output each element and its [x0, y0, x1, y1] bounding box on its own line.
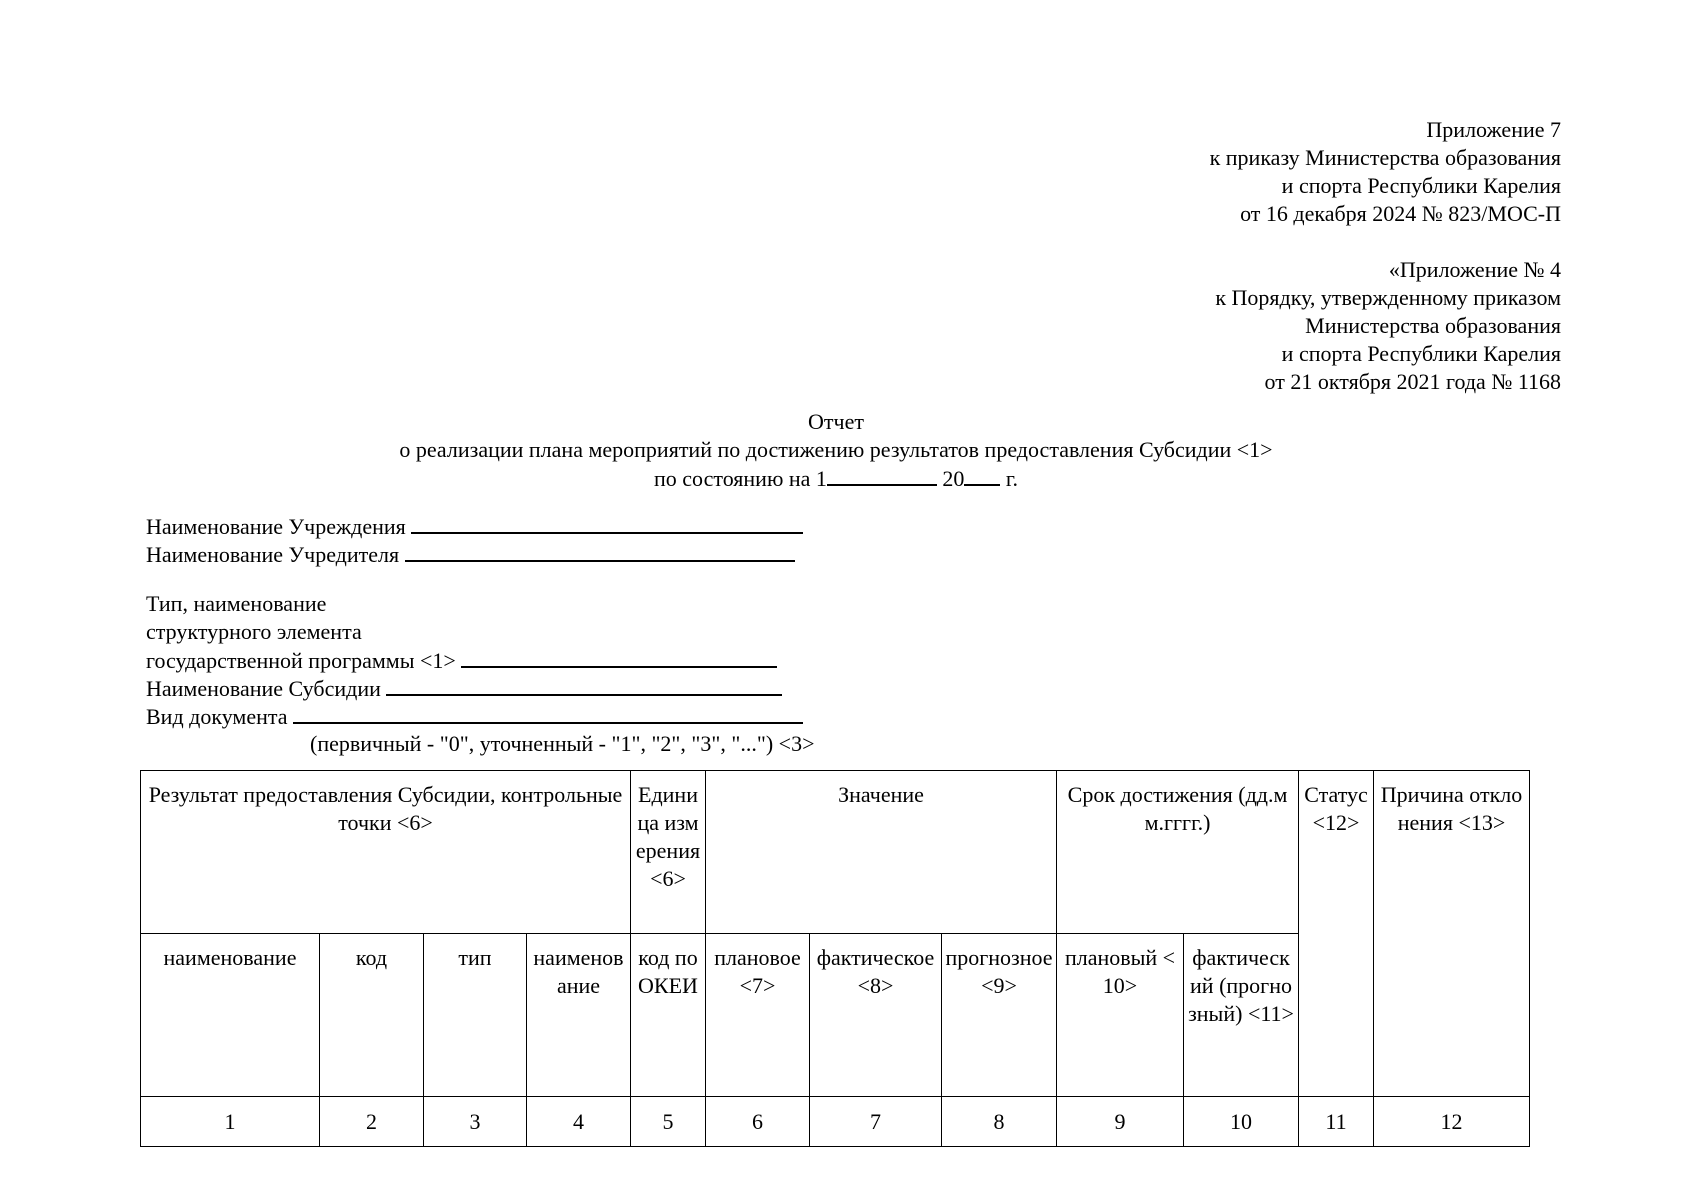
- column-number: 2: [320, 1097, 424, 1147]
- report-title-line-1: Отчет: [808, 409, 864, 434]
- report-date-blank[interactable]: [827, 464, 937, 486]
- appendix-7-line-2: к приказу Министерства образования: [1209, 145, 1561, 170]
- report-date-suffix: г.: [1005, 466, 1018, 491]
- appendix-7-line-4: от 16 декабря 2024 № 823/МОС-П: [1240, 201, 1561, 226]
- subheader-type: тип: [424, 934, 527, 1097]
- report-title: [0, 408, 1672, 493]
- column-number: 9: [1057, 1097, 1184, 1147]
- founder-field: [146, 540, 795, 569]
- header-result: Результат предоставления Субсидии, контрольные точки <6>: [141, 771, 631, 934]
- subsidy-field: [146, 674, 782, 703]
- doc-type-hint: (первичный - "0", уточненный - "1", "2", "3", "...") <3>: [310, 731, 815, 756]
- report-year-blank[interactable]: [964, 464, 1000, 486]
- subsidy-blank[interactable]: [386, 674, 782, 696]
- header-deadline: Срок достижения (дд.мм.гггг.): [1057, 771, 1299, 934]
- institution-blank[interactable]: [411, 512, 803, 534]
- column-number: 1: [141, 1097, 320, 1147]
- table-header-row: [141, 771, 1530, 934]
- column-number: 6: [706, 1097, 810, 1147]
- column-number: 7: [810, 1097, 942, 1147]
- column-number: 3: [424, 1097, 527, 1147]
- subheader-code: код: [320, 934, 424, 1097]
- subheader-okei: код по ОКЕИ: [631, 934, 706, 1097]
- column-number: 5: [631, 1097, 706, 1147]
- program-type-label-3: государственной программы <1>: [146, 648, 456, 673]
- appendix-4-line-4: и спорта Республики Карелия: [1281, 341, 1561, 366]
- program-type-label-2: структурного элемента: [146, 619, 362, 644]
- appendix-4-line-5: от 21 октября 2021 года № 1168: [1264, 369, 1561, 394]
- doc-type-field: [146, 702, 803, 731]
- appendix-7-header: [1210, 116, 1561, 228]
- table-number-row: [141, 1097, 1530, 1147]
- appendix-4-header: [1215, 256, 1561, 396]
- column-number: 4: [527, 1097, 631, 1147]
- header-unit: Единица измерения <6>: [631, 771, 706, 934]
- doc-type-label: Вид документа: [146, 704, 288, 729]
- appendix-4-line-3: Министерства образования: [1305, 313, 1561, 338]
- subheader-fact-date: фактический (прогнозный) <11>: [1184, 934, 1299, 1097]
- subheader-planned: плановое <7>: [706, 934, 810, 1097]
- subheader-forecast: прогнозное <9>: [942, 934, 1057, 1097]
- header-value: Значение: [706, 771, 1057, 934]
- report-date-line: [0, 464, 1672, 493]
- subheader-actual: фактическое <8>: [810, 934, 942, 1097]
- appendix-7-line-3: и спорта Республики Карелия: [1281, 173, 1561, 198]
- report-title-line-2: о реализации плана мероприятий по достижению результатов предоставления Субсидии <1>: [399, 437, 1273, 462]
- column-number: 12: [1374, 1097, 1530, 1147]
- column-number: 8: [942, 1097, 1057, 1147]
- column-number: 10: [1184, 1097, 1299, 1147]
- institution-field: [146, 512, 803, 541]
- header-reason: Причина отклонения <13>: [1374, 771, 1530, 1097]
- founder-blank[interactable]: [405, 540, 795, 562]
- appendix-4-line-1: «Приложение № 4: [1388, 257, 1561, 282]
- program-type-field: [146, 646, 777, 675]
- subheader-naming: наименование: [527, 934, 631, 1097]
- doc-type-blank[interactable]: [293, 702, 803, 724]
- founder-label: Наименование Учредителя: [146, 542, 400, 567]
- appendix-7-line-1: Приложение 7: [1426, 117, 1561, 142]
- institution-label: Наименование Учреждения: [146, 514, 406, 539]
- column-number: 11: [1299, 1097, 1374, 1147]
- subheader-name: наименование: [141, 934, 320, 1097]
- report-date-prefix: по состоянию на 1: [654, 466, 827, 491]
- subsidy-label: Наименование Субсидии: [146, 676, 381, 701]
- program-type-label-1: Тип, наименование: [146, 591, 327, 616]
- appendix-4-line-2: к Порядку, утвержденному приказом: [1215, 285, 1561, 310]
- report-date-year: 20: [942, 466, 965, 491]
- header-status: Статус <12>: [1299, 771, 1374, 1097]
- report-table: [140, 770, 1530, 1147]
- subheader-plan-date: плановый <10>: [1057, 934, 1184, 1097]
- program-type-blank[interactable]: [461, 646, 777, 668]
